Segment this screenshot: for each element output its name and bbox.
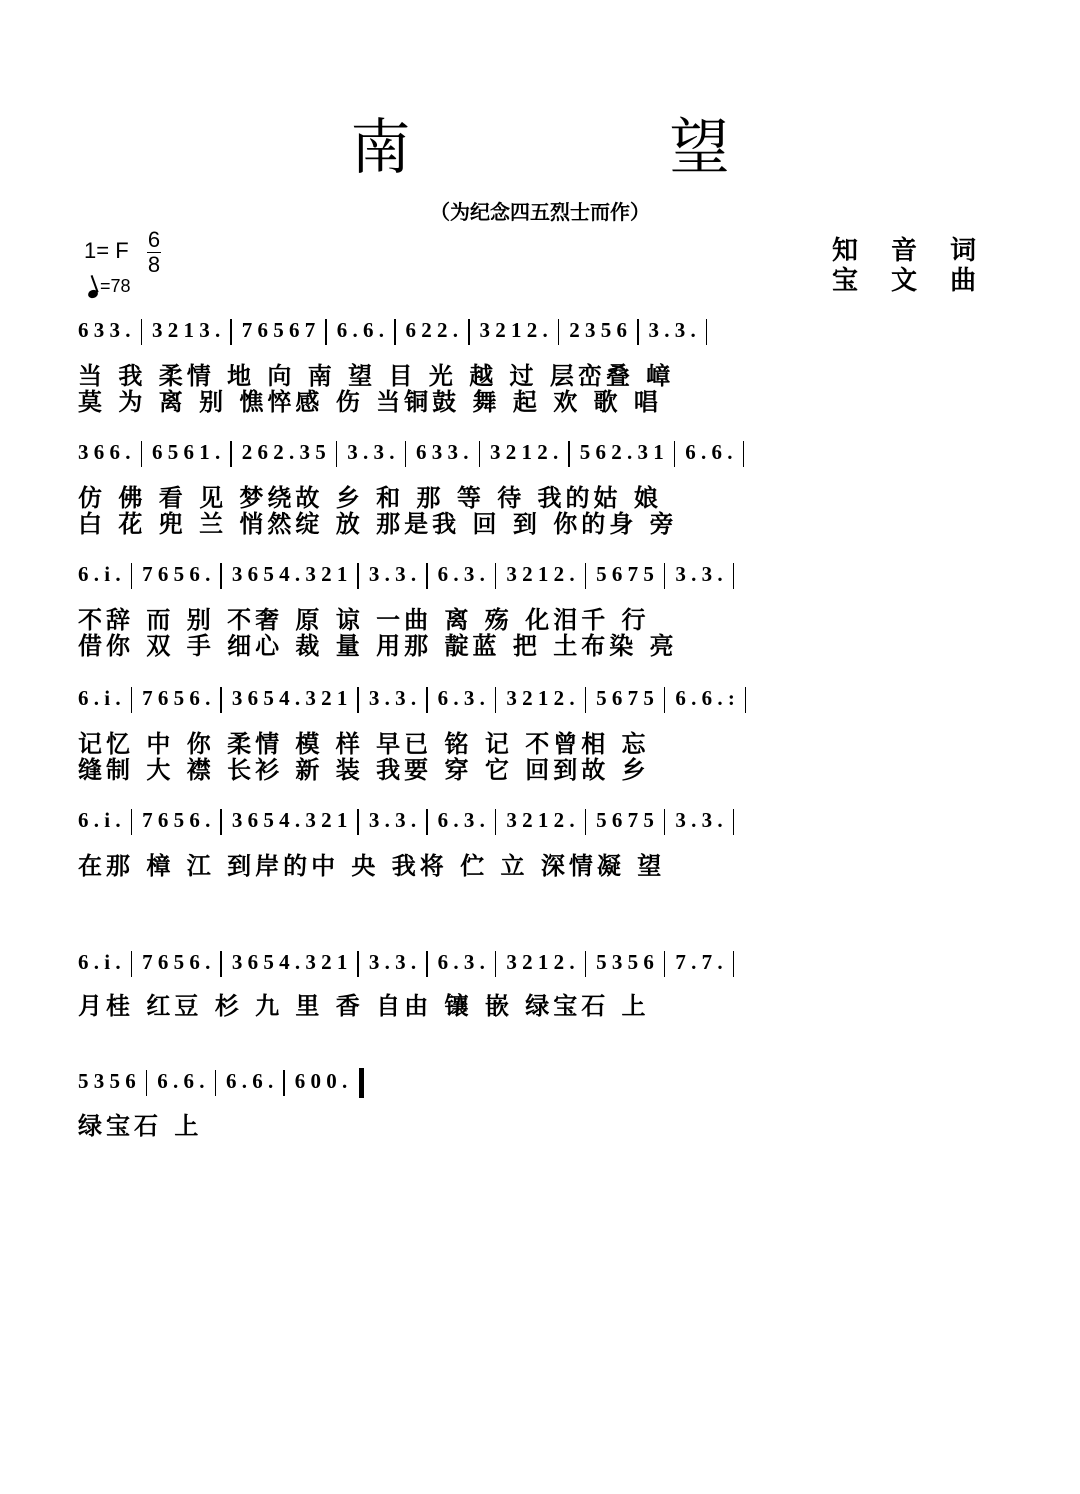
measure: 6 . i . xyxy=(78,950,121,974)
barline xyxy=(394,319,396,345)
measure: 3 . 3 . xyxy=(675,808,723,832)
measure: 5 3 5 6 xyxy=(78,1068,136,1093)
measure: 6 5 6 1 . xyxy=(152,440,221,464)
measure: 3 2 1 2 . xyxy=(506,686,575,710)
measure: 7 6 5 6 . xyxy=(142,686,211,710)
song-subtitle: （为纪念四五烈士而作） xyxy=(430,200,650,224)
measure: 5 6 7 5 xyxy=(596,686,654,710)
notation-row xyxy=(78,440,754,470)
barline xyxy=(336,441,338,467)
barline xyxy=(426,563,428,589)
lyric-line: 当 我 柔情 地 向 南 望 目 光 越 过 层峦叠 嶂 xyxy=(78,362,675,390)
barline xyxy=(664,687,666,713)
measure: 3 . 3 . xyxy=(368,686,417,710)
measure: 6 . 6 . xyxy=(336,318,384,342)
notation-row xyxy=(78,686,756,716)
barline xyxy=(479,441,481,467)
barline xyxy=(664,809,666,835)
barline xyxy=(558,319,560,345)
measure: 3 6 5 4 . 3 2 1 xyxy=(231,808,348,832)
credits xyxy=(832,236,988,296)
barline xyxy=(220,951,222,977)
barline xyxy=(468,319,470,345)
barline xyxy=(495,687,497,713)
barline xyxy=(733,951,735,977)
measure: 3 . 3 . xyxy=(675,562,723,586)
measure: 7 6 5 6 . xyxy=(142,562,211,586)
barline xyxy=(357,563,359,589)
barline xyxy=(495,809,497,835)
barline xyxy=(215,1070,217,1096)
tempo-marking xyxy=(88,276,131,297)
measure: 7 6 5 6 . xyxy=(142,808,211,832)
lyric-line: 不辞 而 别 不奢 原 谅 一曲 离 殇 化泪千 行 xyxy=(78,606,650,634)
lyric-line: 借你 双 手 细心 裁 量 用那 靛蓝 把 土布染 亮 xyxy=(78,632,678,660)
barline xyxy=(283,1070,285,1096)
barline xyxy=(325,319,327,345)
measure: 5 3 5 6 xyxy=(596,950,654,974)
measure: 3 6 5 4 . 3 2 1 xyxy=(231,950,348,974)
barline xyxy=(131,563,133,589)
measure: 3 . 3 . xyxy=(347,440,395,464)
lyric-line: 仿 佛 看 见 梦绕故 乡 和 那 等 待 我的姑 娘 xyxy=(78,484,662,512)
measure: 6 3 3 . xyxy=(78,318,131,342)
barline xyxy=(495,563,497,589)
notation-row xyxy=(78,562,744,592)
barline xyxy=(426,809,428,835)
barline xyxy=(637,319,639,345)
tempo-value: =78 xyxy=(100,276,131,296)
notation-row xyxy=(78,318,717,348)
time-signature-top: 6 xyxy=(147,227,161,252)
barline xyxy=(357,687,359,713)
notation-row xyxy=(78,950,744,980)
measure: 3 2 1 2 . xyxy=(490,440,559,464)
lyric-line: 绿宝石 上 xyxy=(78,1112,203,1140)
measure: 6 2 2 . xyxy=(405,318,458,342)
barline xyxy=(426,951,428,977)
lyricist-credit: 知 音 词 xyxy=(832,236,989,266)
barline xyxy=(585,951,587,977)
measure: 6 . 3 . xyxy=(437,950,485,974)
song-title: 南 望 xyxy=(350,113,850,183)
lyric-line: 在那 樟 江 到岸的中 央 我将 伫 立 深情凝 望 xyxy=(78,852,666,880)
lyric-line: 白 花 兜 兰 悄然绽 放 那是我 回 到 你的身 旁 xyxy=(78,510,678,538)
measure: 3 . 3 . xyxy=(368,808,417,832)
barline xyxy=(733,563,735,589)
barline xyxy=(585,563,587,589)
measure: 3 2 1 2 . xyxy=(506,808,575,832)
barline xyxy=(359,1068,364,1098)
measure: 3 . 3 . xyxy=(368,562,417,586)
barline xyxy=(220,563,222,589)
barline xyxy=(733,809,735,835)
measure: 7 . 7 . xyxy=(675,950,723,974)
measure: 6 . i . xyxy=(78,808,121,832)
measure: 6 . 6 . : xyxy=(675,686,735,710)
barline xyxy=(568,441,570,467)
barline xyxy=(585,687,587,713)
measure: 5 6 7 5 xyxy=(596,562,654,586)
measure: 5 6 2 . 3 1 xyxy=(579,440,664,464)
barline xyxy=(426,687,428,713)
measure: 6 3 3 . xyxy=(416,440,469,464)
measure: 3 2 1 2 . xyxy=(479,318,548,342)
barline xyxy=(357,951,359,977)
barline xyxy=(664,563,666,589)
measure: 3 2 1 2 . xyxy=(506,950,575,974)
barline xyxy=(220,809,222,835)
barline xyxy=(131,687,133,713)
measure: 6 . 6 . xyxy=(685,440,733,464)
barline xyxy=(146,1070,148,1096)
measure: 2 3 5 6 xyxy=(569,318,627,342)
barline xyxy=(745,687,747,713)
barline xyxy=(674,441,676,467)
measure: 6 . i . xyxy=(78,562,121,586)
barline xyxy=(405,441,407,467)
measure: 3 2 1 2 . xyxy=(506,562,575,586)
composer-credit: 宝 文 曲 xyxy=(832,266,989,296)
barline xyxy=(357,809,359,835)
barline xyxy=(220,687,222,713)
lyric-line: 记忆 中 你 柔情 模 样 早已 铭 记 不曾相 忘 xyxy=(78,730,650,758)
barline xyxy=(131,951,133,977)
measure: 3 6 5 4 . 3 2 1 xyxy=(231,686,348,710)
measure: 6 . 3 . xyxy=(437,808,485,832)
measure: 7 6 5 6 7 xyxy=(241,318,316,342)
barline xyxy=(743,441,745,467)
barline xyxy=(706,319,708,345)
measure: 6 . i . xyxy=(78,686,121,710)
measure: 3 . 3 . xyxy=(368,950,417,974)
measure: 6 . 3 . xyxy=(437,562,485,586)
measure: 2 6 2 . 3 5 xyxy=(241,440,326,464)
measure: 3 2 1 3 . xyxy=(152,318,221,342)
quarter-note-icon xyxy=(87,289,99,300)
barline xyxy=(230,441,232,467)
barline xyxy=(141,441,143,467)
lyric-line: 缝制 大 襟 长衫 新 装 我要 穿 它 回到故 乡 xyxy=(78,756,650,784)
measure: 3 6 5 4 . 3 2 1 xyxy=(231,562,348,586)
time-signature xyxy=(146,228,162,277)
measure: 6 . 6 . xyxy=(157,1068,205,1093)
key-signature: 1= F xyxy=(84,238,129,263)
barline xyxy=(230,319,232,345)
barline xyxy=(141,319,143,345)
measure: 5 6 7 5 xyxy=(596,808,654,832)
measure: 6 0 0 . xyxy=(294,1068,348,1093)
barline xyxy=(131,809,133,835)
measure: 7 6 5 6 . xyxy=(142,950,211,974)
barline xyxy=(585,809,587,835)
lyric-line: 莫 为 离 别 憔悴感 伤 当铜鼓 舞 起 欢 歌 唱 xyxy=(78,388,662,416)
barline xyxy=(495,951,497,977)
barline xyxy=(664,951,666,977)
measure: 6 . 3 . xyxy=(437,686,485,710)
time-signature-bottom: 8 xyxy=(147,252,161,277)
measure: 3 . 3 . xyxy=(648,318,696,342)
lyric-line: 月桂 红豆 杉 九 里 香 自由 镶 嵌 绿宝石 上 xyxy=(78,992,650,1020)
notation-row xyxy=(78,808,744,838)
measure: 3 6 6 . xyxy=(78,440,131,464)
measure: 6 . 6 . xyxy=(226,1068,274,1093)
notation-row xyxy=(78,1068,364,1098)
